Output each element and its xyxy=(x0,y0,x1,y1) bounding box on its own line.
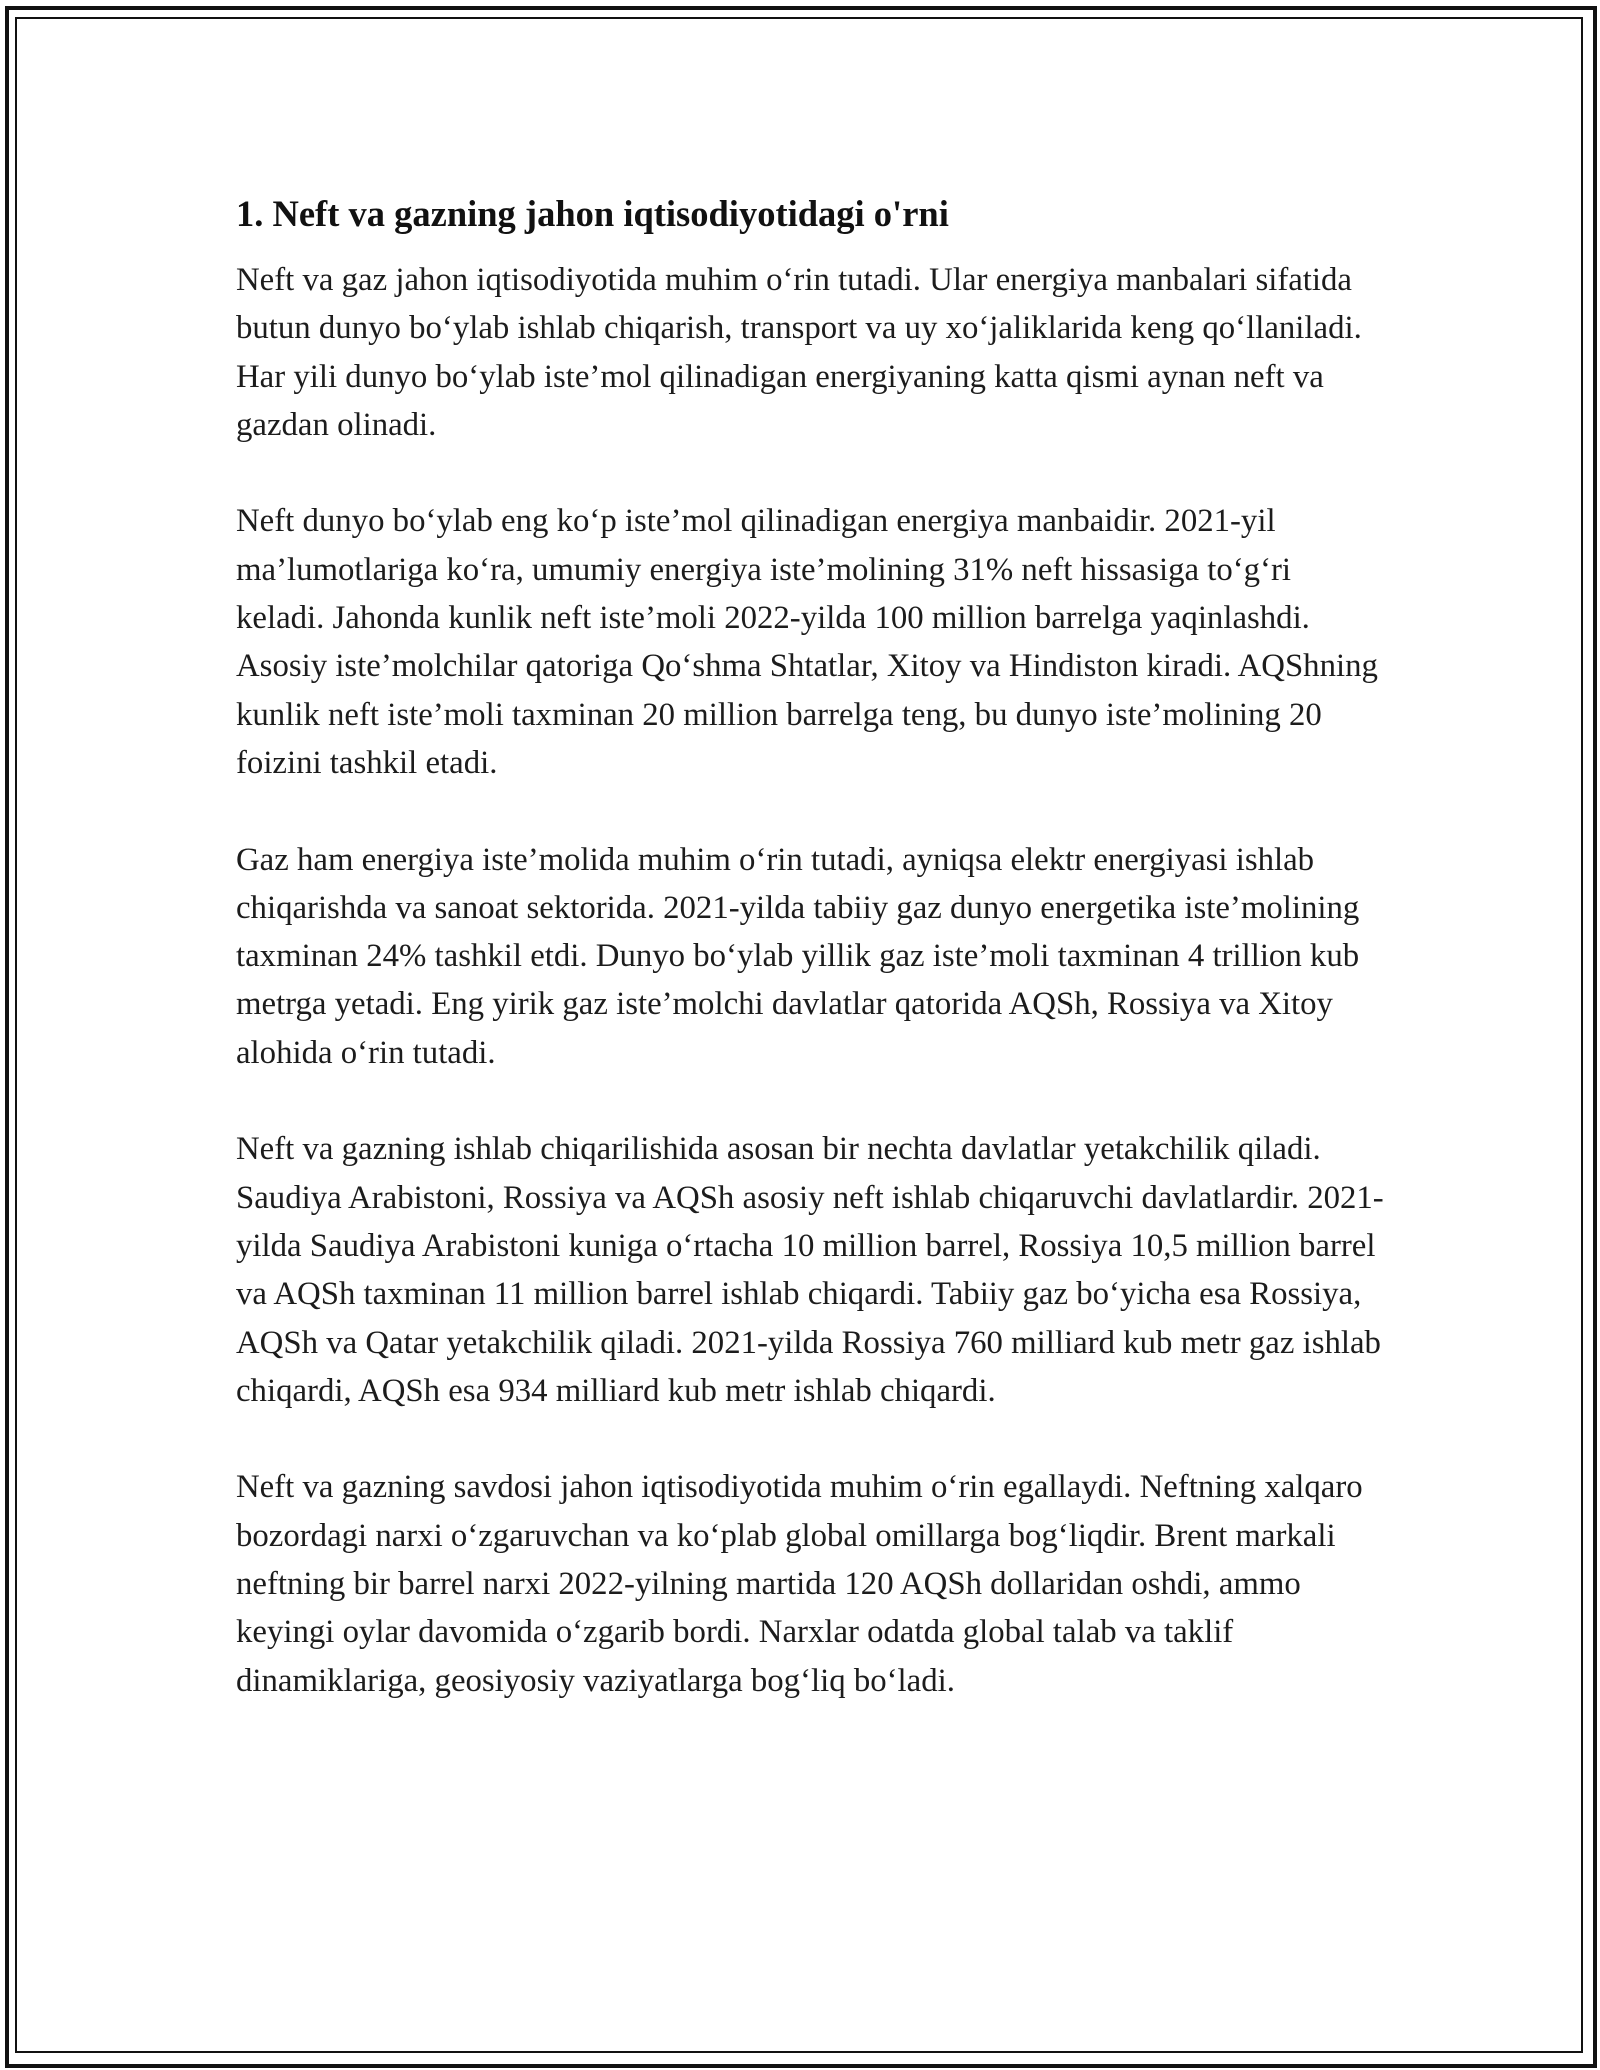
paragraph-3: Gaz ham energiya iste’molida muhim o‘rin tutadi, ayniqsa elektr energiyasi ishlab chiqarishda va sanoat sektorida. 2021-yilda tabiiy gaz dunyo energetika iste’molining taxminan 24% tashkil etdi. Dunyo bo‘ylab yillik gaz iste’moli taxminan 4 trillion kub metrga yetadi. Eng yirik gaz iste’molchi davlatlar qatorida AQSh, Rossiya va Xitoy alohida o‘rin tutadi. xyxy=(236,841,1360,1071)
document-body xyxy=(236,188,1386,1753)
paragraph-2: Neft dunyo bo‘ylab eng ko‘p iste’mol qilinadigan energiya manbaidir. 2021-yil ma’lumotlariga ko‘ra, umumiy energiya iste’molining 31% neft hissasiga to‘g‘ri keladi. Jahonda kunlik neft iste’moli 2022-yilda 100 million barrelga yaqinlashdi. Asosiy iste’molchilar qatoriga Qo‘shma Shtatlar, Xitoy va Hindiston kiradi. AQShning kunlik neft iste’moli taxminan 20 million barrelga teng, bu dunyo iste’molining 20 foizini tashkil etadi. xyxy=(236,503,1378,781)
section-heading: 1. Neft va gazning jahon iqtisodiyotidagi o'rni xyxy=(236,193,949,234)
paragraph-1: Neft va gaz jahon iqtisodiyotida muhim o‘rin tutadi. Ular energiya manbalari sifatida butun dunyo bo‘ylab ishlab chiqarish, transport va uy xo‘jaliklarida keng qo‘llaniladi. Har yili dunyo bo‘ylab iste’mol qilinadigan energiyaning katta qismi aynan neft va gazdan olinadi. xyxy=(236,262,1362,443)
paragraph-5: Neft va gazning savdosi jahon iqtisodiyotida muhim o‘rin egallaydi. Neftning xalqaro bozordagi narxi o‘zgaruvchan va ko‘plab global omillarga bog‘liqdir. Brent markali neftning bir barrel narxi 2022-yilning martida 120 AQSh dollaridan oshdi, ammo keyingi oylar davomida o‘zgarib bordi. Narxlar odatda global talab va taklif dinamiklariga, geosiyosiy vaziyatlarga bog‘liq bo‘ladi. xyxy=(236,1469,1363,1699)
paragraph-4: Neft va gazning ishlab chiqarilishida asosan bir nechta davlatlar yetakchilik qiladi. Saudiya Arabistoni, Rossiya va AQSh asosiy neft ishlab chiqaruvchi davlatlardir. 2021-yilda Saudiya Arabistoni kuniga o‘rtacha 10 million barrel, Rossiya 10,5 million barrel va AQSh taxminan 11 million barrel ishlab chiqardi. Tabiiy gaz bo‘yicha esa Rossiya, AQSh va Qatar yetakchilik qiladi. 2021-yilda Rossiya 760 milliard kub metr gaz ishlab chiqardi, AQSh esa 934 milliard kub metr ishlab chiqardi. xyxy=(236,1131,1384,1409)
